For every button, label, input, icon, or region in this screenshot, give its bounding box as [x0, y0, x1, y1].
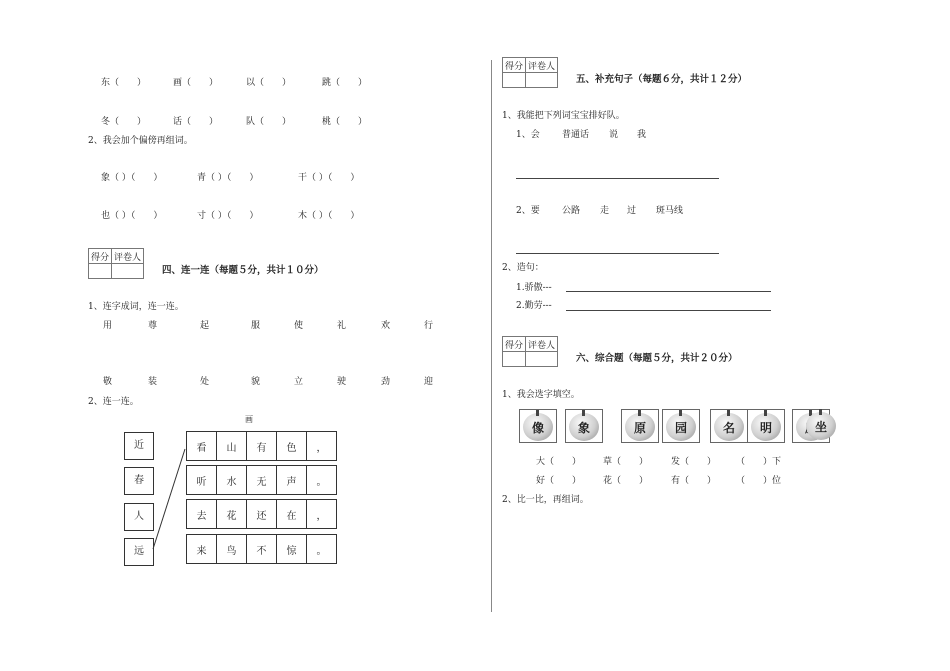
sentence-label: 1.骄傲--- — [516, 283, 552, 293]
char-blank: 冬（ ） — [101, 117, 147, 127]
tile-char: 原 — [633, 421, 646, 435]
apple-tile[interactable] — [747, 409, 785, 443]
word-char[interactable]: 欢 — [381, 321, 391, 331]
word-char[interactable]: 劲 — [381, 377, 391, 387]
char-box[interactable]: 春 — [124, 467, 154, 495]
reviewer-label: 评卷人 — [526, 337, 558, 352]
tile-char: 明 — [759, 421, 772, 435]
poem-char: 声 — [277, 466, 307, 495]
score-label: 得分 — [503, 58, 526, 73]
reviewer-label: 评卷人 — [526, 58, 558, 73]
score-table — [502, 336, 558, 367]
poem-title: 画 — [245, 415, 253, 424]
apple-tile[interactable] — [662, 409, 700, 443]
question-text: 2、我会加个偏傍再组词。 — [88, 136, 193, 146]
column-divider — [491, 60, 492, 612]
poem-char: ， — [307, 500, 337, 529]
word-item: 说 — [609, 130, 619, 140]
section-title: 六、综合题（每题５分，共计２０分） — [576, 353, 738, 364]
poem-char: 色 — [277, 432, 307, 461]
poem-line[interactable] — [186, 534, 337, 564]
poem-char: 。 — [307, 466, 337, 495]
word-item: 2、要 — [516, 206, 540, 216]
char-blank: 东（ ） — [101, 78, 147, 88]
char-blank: 跳（ ） — [322, 78, 368, 88]
tile-char: 园 — [674, 421, 687, 435]
poem-char: 山 — [217, 432, 247, 461]
tile-char: 坐 — [814, 420, 827, 434]
apple-tile[interactable] — [519, 409, 557, 443]
word-char[interactable]: 貌 — [251, 377, 261, 387]
poem-char: ， — [307, 432, 337, 461]
word-char[interactable]: 用 — [103, 321, 113, 331]
poem-char: 听 — [187, 466, 217, 495]
answer-line[interactable] — [516, 178, 719, 179]
question-text: 1、连字成词，连一连。 — [88, 302, 184, 312]
poem-char: 看 — [187, 432, 217, 461]
fill-blank[interactable]: （ ）位 — [736, 476, 782, 486]
poem-char: 无 — [247, 466, 277, 495]
poem-char: 还 — [247, 500, 277, 529]
score-table — [88, 248, 144, 279]
radical-blank: 青（ ）（ ） — [197, 173, 259, 183]
char-blank: 画（ ） — [173, 78, 219, 88]
reviewer-cell[interactable] — [526, 352, 558, 367]
char-blank: 以（ ） — [246, 78, 292, 88]
word-char[interactable]: 敬 — [103, 377, 113, 387]
apple-tile[interactable] — [565, 409, 603, 443]
char-box[interactable]: 近 — [124, 432, 154, 460]
score-label: 得分 — [503, 337, 526, 352]
word-char[interactable]: 立 — [294, 377, 304, 387]
answer-line[interactable] — [566, 310, 771, 311]
word-item: 斑马线 — [656, 206, 684, 216]
answer-line[interactable] — [516, 253, 719, 254]
fill-blank[interactable]: 好（ ） — [536, 476, 582, 486]
fill-blank[interactable]: 草（ ） — [603, 457, 649, 467]
score-cell[interactable] — [89, 264, 112, 279]
poem-char: 水 — [217, 466, 247, 495]
section-title: 四、连一连（每题５分，共计１０分） — [162, 265, 324, 276]
fill-blank[interactable]: 大（ ） — [536, 457, 582, 467]
poem-char: 不 — [247, 535, 277, 564]
radical-blank: 木（ ）（ ） — [298, 211, 360, 221]
radical-blank: 寸（ ）（ ） — [197, 211, 259, 221]
word-char[interactable]: 迎 — [424, 377, 434, 387]
tile-char: 象 — [577, 421, 590, 435]
poem-char: 有 — [247, 432, 277, 461]
word-char[interactable]: 行 — [424, 321, 434, 331]
word-char[interactable]: 处 — [200, 377, 210, 387]
fill-blank[interactable]: （ ）下 — [736, 457, 782, 467]
tile-char: 像 — [531, 421, 544, 435]
fill-blank[interactable]: 有（ ） — [671, 476, 717, 486]
char-blank: 话（ ） — [173, 117, 219, 127]
apple-tile[interactable] — [803, 409, 839, 441]
score-cell[interactable] — [503, 352, 526, 367]
poem-char: 来 — [187, 535, 217, 564]
word-char[interactable]: 驶 — [337, 377, 347, 387]
word-char[interactable]: 装 — [148, 377, 158, 387]
score-label: 得分 — [89, 249, 112, 264]
question-text: 2、造句： — [502, 263, 544, 273]
word-item: 公路 — [562, 206, 581, 216]
connector-line — [150, 445, 190, 555]
poem-char: 去 — [187, 500, 217, 529]
word-char[interactable]: 使 — [294, 321, 304, 331]
poem-line[interactable] — [186, 465, 337, 495]
reviewer-cell[interactable] — [112, 264, 144, 279]
radical-blank: 干（ ）（ ） — [298, 173, 360, 183]
question-text: 1、我会选字填空。 — [502, 390, 580, 400]
poem-char: 。 — [307, 535, 337, 564]
word-char[interactable]: 起 — [200, 321, 210, 331]
apple-tile[interactable] — [710, 409, 748, 443]
poem-char: 鸟 — [217, 535, 247, 564]
radical-blank: 象（ ）（ ） — [101, 173, 163, 183]
section-title: 五、补充句子（每题６分，共计１２分） — [576, 74, 748, 85]
char-blank: 队（ ） — [246, 117, 292, 127]
word-item: 我 — [637, 130, 647, 140]
reviewer-cell[interactable] — [526, 73, 558, 88]
word-char[interactable]: 礼 — [337, 321, 347, 331]
sentence-label: 2.勤劳--- — [516, 301, 552, 311]
word-item: 走 — [600, 206, 610, 216]
score-cell[interactable] — [503, 73, 526, 88]
question-text: 2、比一比，再组词。 — [502, 495, 589, 505]
question-text: 1、我能把下列词宝宝排好队。 — [502, 111, 625, 121]
poem-char: 花 — [217, 500, 247, 529]
word-char[interactable]: 服 — [251, 321, 261, 331]
char-box[interactable]: 人 — [124, 503, 154, 531]
poem-line[interactable] — [186, 431, 337, 461]
reviewer-label: 评卷人 — [112, 249, 144, 264]
word-item: 普通话 — [562, 130, 590, 140]
char-box[interactable]: 远 — [124, 538, 154, 566]
poem-line[interactable] — [186, 499, 337, 529]
char-blank: 桃（ ） — [322, 117, 368, 127]
word-item: 过 — [627, 206, 637, 216]
score-table — [502, 57, 558, 88]
tile-char: 名 — [722, 421, 735, 435]
question-text: 2、连一连。 — [88, 397, 139, 407]
apple-tile[interactable] — [621, 409, 659, 443]
word-char[interactable]: 尊 — [148, 321, 158, 331]
word-item: 1、会 — [516, 130, 540, 140]
fill-blank[interactable]: 发（ ） — [671, 457, 717, 467]
fill-blank[interactable]: 花（ ） — [603, 476, 649, 486]
radical-blank: 也（ ）（ ） — [101, 211, 163, 221]
poem-char: 在 — [277, 500, 307, 529]
answer-line[interactable] — [566, 291, 771, 292]
poem-char: 惊 — [277, 535, 307, 564]
